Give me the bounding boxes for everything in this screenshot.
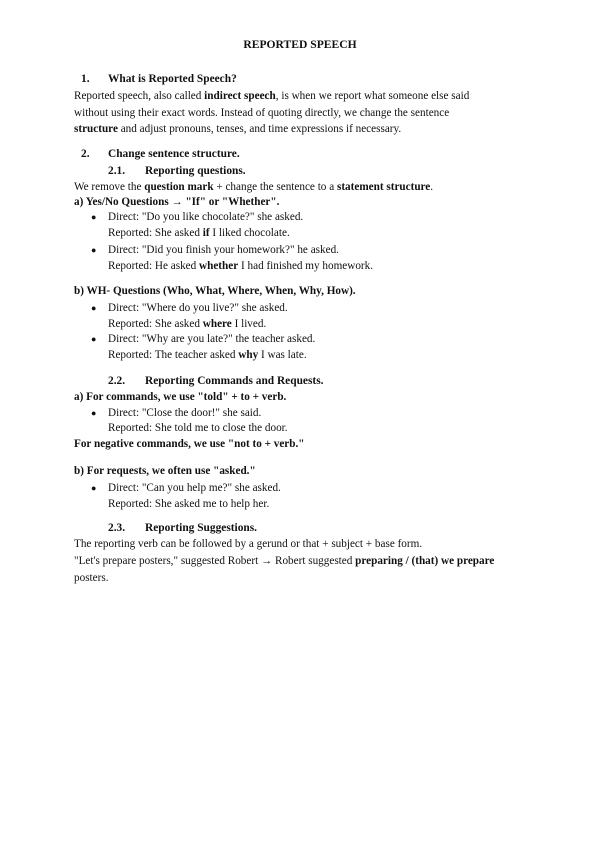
- example-reported: Reported: She asked if I liked chocolate.: [108, 227, 290, 239]
- example-direct: Direct: "Can you help me?" she asked.: [108, 482, 281, 494]
- bullet-icon: ●: [91, 334, 97, 344]
- page-title: REPORTED SPEECH: [243, 38, 357, 51]
- example-direct: Direct: "Close the door!" she said.: [108, 407, 262, 419]
- example-reported: Reported: She asked me to help her.: [108, 498, 270, 510]
- bullet-icon: ●: [91, 303, 97, 313]
- section-1-number: 1.: [81, 73, 90, 85]
- example-reported: Reported: The teacher asked why I was late.: [108, 349, 307, 361]
- example-direct: Direct: "Do you like chocolate?" she asked.: [108, 211, 304, 223]
- s21-intro: We remove the question mark + change the sentence to a statement structure.: [74, 181, 434, 193]
- section-1-heading: What is Reported Speech?: [108, 73, 237, 85]
- bullet-icon: ●: [91, 245, 97, 255]
- section-2-heading: Change sentence structure.: [108, 148, 240, 160]
- bullet-icon: ●: [91, 408, 97, 418]
- section-2-3-heading: Reporting Suggestions.: [145, 522, 258, 534]
- section-2-number: 2.: [81, 148, 90, 160]
- bullet-icon: ●: [91, 212, 97, 222]
- section-2-1-heading: Reporting questions.: [145, 165, 246, 177]
- s22-negative-commands: For negative commands, we use "not to + verb.": [74, 438, 305, 450]
- example-reported: Reported: She told me to close the door.: [108, 422, 288, 434]
- example-direct: Direct: "Why are you late?" the teacher asked.: [108, 333, 316, 345]
- section-2-2-heading: Reporting Commands and Requests.: [145, 375, 324, 387]
- bullet-icon: ●: [91, 483, 97, 493]
- s1-paragraph-line-2: without using their exact words. Instead of quoting directly, we change the sentence: [74, 107, 450, 119]
- s22-a-title: a) For commands, we use "told" + to + verb.: [74, 391, 287, 403]
- example-reported: Reported: She asked where I lived.: [108, 318, 267, 330]
- s23-line-1: The reporting verb can be followed by a gerund or that + subject + base form.: [74, 538, 423, 550]
- s21-a-title: a) Yes/No Questions → "If" or "Whether".: [74, 196, 280, 208]
- section-2-2-number: 2.2.: [108, 375, 126, 387]
- s1-paragraph-line-1: Reported speech, also called indirect speech, is when we report what someone else said: [74, 90, 470, 102]
- example-reported: Reported: He asked whether I had finished my homework.: [108, 260, 374, 272]
- section-2-1-number: 2.1.: [108, 165, 126, 177]
- s23-line-3: posters.: [74, 572, 109, 584]
- s22-b-title: b) For requests, we often use "asked.": [74, 465, 256, 477]
- s23-line-2: "Let's prepare posters," suggested Robert → Robert suggested preparing / (that) we prepare: [74, 555, 495, 567]
- example-direct: Direct: "Where do you live?" she asked.: [108, 302, 288, 314]
- section-2-3-number: 2.3.: [108, 522, 126, 534]
- example-direct: Direct: "Did you finish your homework?" he asked.: [108, 244, 339, 256]
- s21-b-title: b) WH- Questions (Who, What, Where, When, Why, How).: [74, 285, 356, 297]
- s1-paragraph-line-3: structure and adjust pronouns, tenses, and time expressions if necessary.: [74, 123, 402, 135]
